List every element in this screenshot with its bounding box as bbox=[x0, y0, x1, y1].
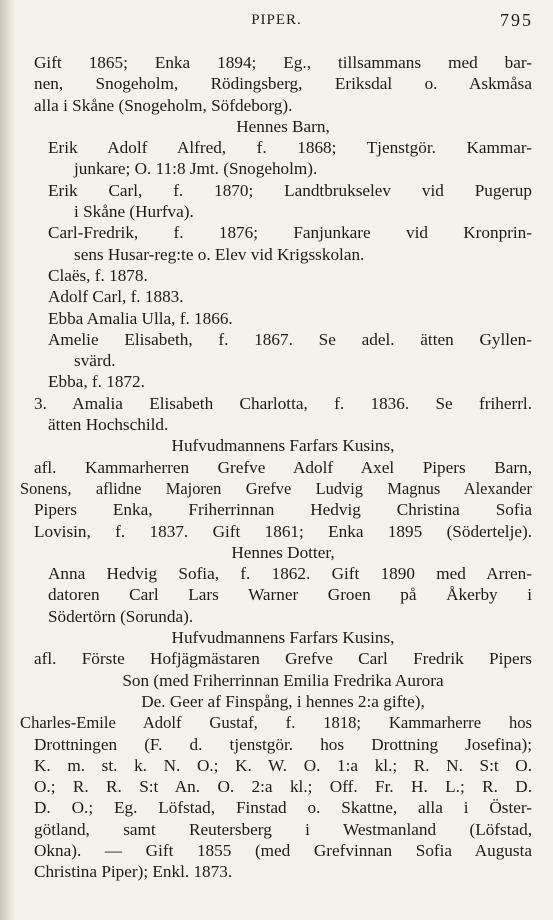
text-line: Claës, f. 1878. bbox=[48, 265, 148, 285]
text-line: afl. Förste Hofjägmästaren Grefve Carl Fredrik Pipers bbox=[34, 649, 532, 669]
text-line: Erik Adolf Alfred, f. 1868; Tjenstgör. Kammar- bbox=[48, 138, 532, 158]
section-heading: Hufvudmannens Farfars Kusins, bbox=[171, 436, 395, 456]
text-line: junkare; O. 11:8 Jmt. (Snogeholm). bbox=[74, 159, 318, 179]
text-line: ätten Hochschild. bbox=[48, 415, 169, 435]
text-line: alla i Skåne (Snogeholm, Söfdeborg). bbox=[34, 95, 293, 115]
text-line: götland, samt Reutersberg i Westmanland (Löfstad, bbox=[34, 819, 532, 839]
text-line: Carl-Fredrik, f. 1876; Fanjunkare vid Kronprin- bbox=[48, 223, 532, 243]
section-heading: Hennes Barn, bbox=[236, 116, 330, 136]
text-line: Drottningen (F. d. tjenstgör. hos Drottning Josefina); bbox=[34, 734, 532, 754]
text-line: Charles-Emile Adolf Gustaf, f. 1818; Kammarherre hos bbox=[20, 713, 532, 733]
text-line: sens Husar-reg:te o. Elev vid Krigsskolan. bbox=[74, 244, 365, 264]
text-line: Anna Hedvig Sofia, f. 1862. Gift 1890 med Arren- bbox=[48, 564, 532, 584]
page-header bbox=[0, 10, 553, 32]
text-line: Pipers Enka, Friherrinnan Hedvig Christina Sofia bbox=[34, 500, 532, 520]
text-line: Ebba, f. 1872. bbox=[48, 372, 145, 392]
text-line: Ebba Amalia Ulla, f. 1866. bbox=[48, 308, 233, 328]
text-line: afl. Kammarherren Grefve Adolf Axel Pipers Barn, bbox=[34, 457, 532, 477]
page-binding-shadow bbox=[0, 0, 16, 920]
text-line: Södertörn (Sorunda). bbox=[48, 606, 194, 626]
text-line: Gift 1865; Enka 1894; Eg., tillsammans med bar- bbox=[34, 53, 532, 72]
text-line: Okna). — Gift 1855 (med Grefvinnan Sofia Augusta bbox=[34, 840, 532, 860]
text-line: Amelie Elisabeth, f. 1867. Se adel. ätten Gyllen- bbox=[48, 329, 532, 349]
section-heading: Hufvudmannens Farfars Kusins, bbox=[171, 628, 395, 648]
page-number: 795 bbox=[500, 10, 533, 30]
text-line: D. O.; Eg. Löfstad, Finstad o. Skattne, alla i Öster- bbox=[34, 798, 532, 818]
text-line: Sonens, aflidne Majoren Grefve Ludvig Magnus Alexander bbox=[20, 478, 532, 498]
text-line: Lovisin, f. 1837. Gift 1861; Enka 1895 (Södertelje). bbox=[34, 521, 532, 541]
text-line: 3. Amalia Elisabeth Charlotta, f. 1836. Se friherrl. bbox=[34, 393, 532, 413]
text-line: datoren Carl Lars Warner Groen på Åkerby i bbox=[48, 585, 532, 605]
running-title: PIPER. bbox=[251, 12, 302, 28]
text-line: Adolf Carl, f. 1883. bbox=[48, 287, 184, 307]
text-line: Erik Carl, f. 1870; Landtbrukselev vid Pugerup bbox=[48, 180, 532, 200]
section-heading: Hennes Dotter, bbox=[231, 542, 335, 562]
text-line: svärd. bbox=[74, 351, 116, 371]
text-line: i Skåne (Hurfva). bbox=[74, 202, 194, 222]
text-line: O.; R. R. S:t An. O. 2:a kl.; Off. Fr. H. L.; R. D. bbox=[34, 777, 532, 797]
text-line: nen, Snogeholm, Rödingsberg, Eriksdal o. Askmåsa bbox=[34, 74, 532, 94]
text-line: Son (med Friherrinnan Emilia Fredrika Aurora bbox=[122, 670, 444, 690]
document-body bbox=[20, 52, 532, 883]
text-line: De. Geer af Finspång, i hennes 2:a gifte), bbox=[141, 691, 425, 711]
text-line: K. m. st. k. N. O.; K. W. O. 1:a kl.; R. N. S:t O. bbox=[34, 755, 532, 775]
text-line: Christina Piper); Enkl. 1873. bbox=[34, 862, 233, 882]
